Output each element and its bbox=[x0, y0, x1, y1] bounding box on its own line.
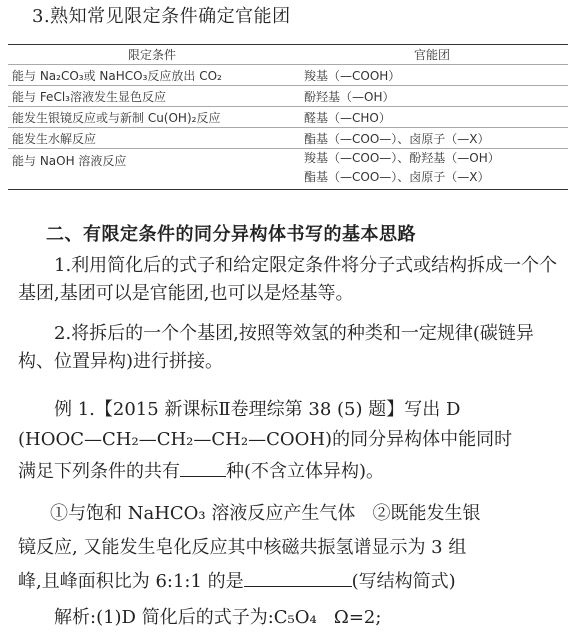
row-condition: 能与 NaOH 溶液反应 bbox=[12, 154, 127, 168]
table-row bbox=[8, 107, 568, 127]
row-condition: 能发生水解反应 bbox=[12, 131, 97, 146]
row-group-multi bbox=[296, 149, 568, 187]
example-line-6-end: (写结构简式) bbox=[351, 571, 456, 592]
section-3-title: 3.熟知常见限定条件确定官能团 bbox=[32, 6, 291, 27]
paragraph-1: 1.利用简化后的式子和给定限定条件将分子式或结构拆成一个个基团,基团可以是官能团,也可以是烃基等。 bbox=[18, 255, 558, 304]
table-row bbox=[8, 65, 568, 85]
example-line-3 bbox=[18, 458, 566, 486]
example-line-6-start: 峰,且峰面积比为 6:1:1 的是 bbox=[18, 571, 244, 592]
example-line-3-start: 满足下列条件的共有 bbox=[18, 461, 180, 482]
header-condition: 限定条件 bbox=[127, 48, 176, 62]
example-line-4: ①与饱和 NaHCO₃ 溶液反应产生气体 ②既能发生银 bbox=[50, 503, 481, 524]
header-group: 官能团 bbox=[413, 48, 450, 62]
answer-blank-structure[interactable] bbox=[244, 568, 352, 587]
table-row bbox=[8, 128, 568, 148]
table-row bbox=[8, 86, 568, 106]
row-condition: 能与 Na₂CO₃或 NaHCO₃反应放出 CO₂ bbox=[12, 68, 222, 83]
row-group-line: 羧基（—COO—）、酚羟基（—OH） bbox=[304, 151, 500, 165]
table-header bbox=[8, 45, 568, 64]
example-line-5: 镜反应, 又能发生皂化反应其中核磁共振氢谱显示为 3 组 bbox=[18, 537, 467, 558]
paragraph-2: 2.将拆后的一个个基团,按照等效氢的种类和一定规律(碳链异构、位置异构)进行拼接。 bbox=[18, 323, 534, 372]
condition-table bbox=[8, 44, 568, 190]
row-group: 羧基（—COOH） bbox=[304, 68, 401, 83]
row-condition: 能发生银镜反应或与新制 Cu(OH)₂反应 bbox=[12, 110, 221, 125]
table-bottom-rule bbox=[8, 189, 568, 190]
table-row bbox=[8, 149, 568, 189]
example-line-6 bbox=[18, 568, 566, 596]
row-group: 酚羟基（—OH） bbox=[304, 89, 395, 104]
example-line-3-end: 种(不含立体异构)。 bbox=[226, 461, 385, 482]
row-condition: 能与 FeCl₃溶液发生显色反应 bbox=[12, 89, 166, 104]
example-line-2: (HOOC—CH₂—CH₂—CH₂—COOH)的同分异构体中能同时 bbox=[18, 429, 513, 450]
row-group: 醛基（—CHO） bbox=[304, 110, 391, 125]
analysis-line: 解析:(1)D 简化后的式子为:C₅O₄ Ω=2; bbox=[54, 607, 382, 628]
example-line-1: 例 1.【2015 新课标Ⅱ卷理综第 38 (5) 题】写出 D bbox=[54, 399, 461, 420]
row-group-line: 酯基（—COO—）、卤原子（—X） bbox=[304, 170, 490, 184]
row-group: 酯基（—COO—）、卤原子（—X） bbox=[304, 131, 490, 146]
section-2-heading: 二、有限定条件的同分异构体书写的基本思路 bbox=[46, 224, 416, 245]
answer-blank-count[interactable] bbox=[180, 458, 226, 477]
